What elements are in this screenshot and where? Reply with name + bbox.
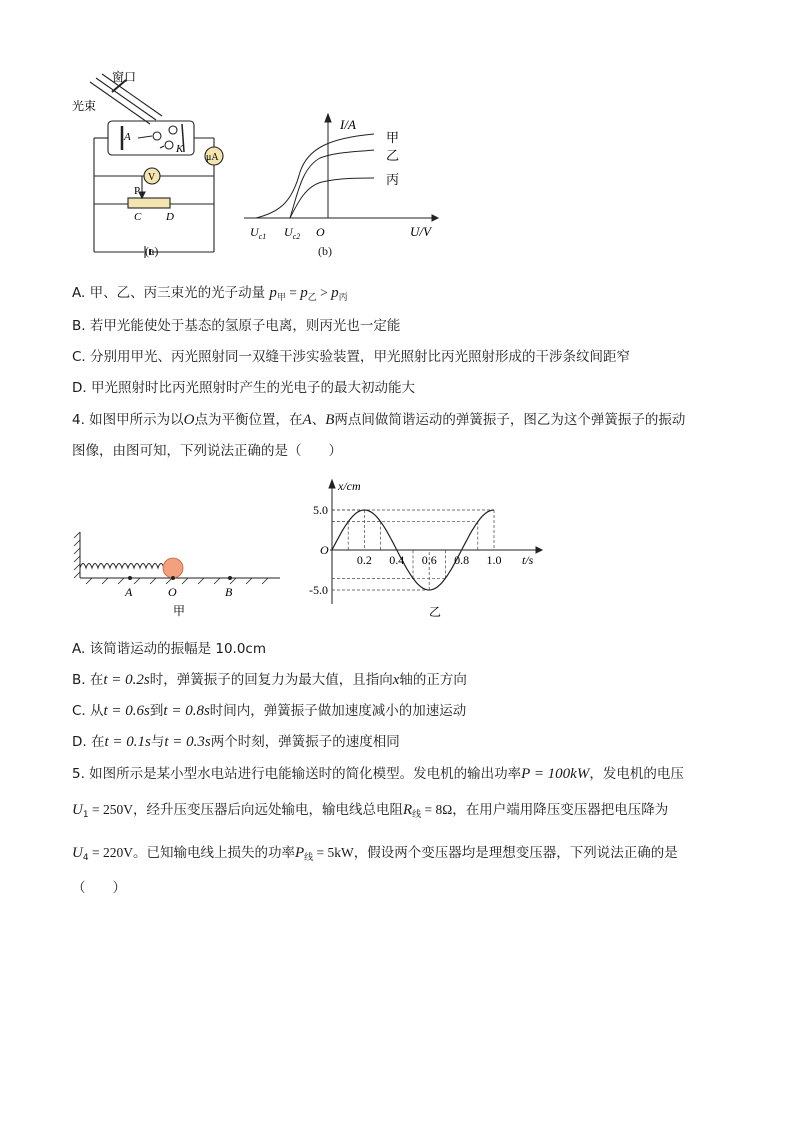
tick-uc2-sub: c2: [292, 232, 301, 241]
axis-symbol: x: [392, 672, 400, 688]
point-o: O: [183, 412, 195, 428]
q5-stem-line2: [72, 800, 668, 825]
voltage-symbol: U: [72, 802, 83, 818]
q4-option-d-text: 两个时刻，弹簧振子的速度相同: [210, 734, 400, 750]
q4-option-b-text: 轴的正方向: [399, 672, 467, 688]
caption-yi: 乙: [428, 605, 442, 619]
time-value: t = 0.3s: [164, 734, 211, 750]
equals-sign: =: [285, 285, 301, 300]
curve-label-bing: 丙: [386, 172, 400, 187]
q4-option-d-text: D. 在: [72, 734, 105, 750]
iu-curve-figure: [240, 112, 440, 244]
power-value: P = 100kW: [521, 766, 590, 782]
q4-stem-text: 点为平衡位置，在: [194, 412, 303, 428]
chart-origin: O: [320, 543, 329, 557]
q3-option-b: B. 若甲光能使处于基态的氢原子电离，则丙光也一定能: [72, 318, 401, 334]
greater-sign: >: [316, 285, 332, 300]
q4-option-a: A. 该简谐运动的振幅是 10.0cm: [72, 641, 267, 657]
beam-label: 光束: [72, 99, 97, 113]
separator: 、: [311, 412, 326, 428]
fig-point-o: O: [168, 585, 177, 599]
point-d-label: D: [166, 211, 174, 223]
chart-y-label: x/cm: [338, 479, 361, 493]
time-value: t = 0.1s: [104, 734, 151, 750]
q3-option-a: [72, 283, 348, 308]
voltage-symbol: U: [72, 845, 83, 861]
q4-option-c-text: 时间内，弹簧振子做加速度减小的加速运动: [209, 703, 467, 719]
power-value: = 5kW: [313, 845, 354, 860]
fig-point-b: B: [225, 585, 233, 599]
voltmeter-label: V: [148, 172, 156, 183]
q3-option-a-text: A. 甲、乙、丙三束光的光子动量: [72, 285, 266, 301]
tick-uc1: U: [250, 225, 259, 239]
microammeter-label: μA: [206, 152, 219, 163]
photoelectric-circuit-figure: [72, 66, 232, 262]
chart-x-tick: 0.8: [454, 553, 470, 567]
point-b: B: [325, 412, 335, 428]
momentum-symbol: p: [269, 285, 277, 301]
q4-stem-text: 4. 如图甲所示为以: [72, 412, 184, 428]
momentum-sub: 乙: [307, 293, 317, 303]
q5-stem-text: ，假设两个变压器均是理想变压器，下列说法正确的是: [353, 845, 678, 861]
chart-x-tick: 0.4: [389, 553, 405, 567]
xt-oscillation-chart: [300, 476, 550, 622]
q5-stem-text: ，在用户端用降压变压器把电压降为: [452, 802, 669, 818]
q4-option-c-text: 到: [149, 703, 164, 719]
caption-jia: 甲: [172, 604, 186, 618]
q4-option-d-text: 与: [150, 734, 165, 750]
q3-option-d: D. 甲光照射时比丙光照射时产生的光电子的最大初动能大: [72, 380, 415, 396]
q5-stem-text: 5. 如图所示是某小型水电站进行电能输送时的简化模型。发电机的输出功率: [72, 766, 522, 782]
voltage-value: = 220V: [88, 845, 133, 860]
q4-stem-line1: [72, 410, 685, 430]
q5-stem-text: ，经升压变压器后向远处输电，输电线总电阻: [132, 802, 403, 818]
curve-label-jia: 甲: [386, 130, 400, 145]
momentum-sub: 甲: [276, 293, 286, 303]
q4-option-b-text: 时，弹簧振子的回复力为最大值，且指向: [149, 672, 393, 688]
voltage-sub: 4: [82, 853, 89, 863]
q5-stem-text: 。已知输电线上损失的功率: [132, 845, 295, 861]
q4-option-b: [72, 670, 467, 690]
time-value: t = 0.6s: [103, 703, 150, 719]
q5-stem-text: ，发电机的电压: [589, 766, 684, 782]
q3-option-c: C. 分别用甲光、丙光照射同一双缝干涉实验装置，甲光照射比丙光照射形成的干涉条纹间距窄: [72, 349, 631, 365]
power-sub: 线: [304, 853, 314, 863]
point-c-label: C: [134, 211, 142, 223]
chart-x-tick: 1.0: [486, 553, 502, 567]
q4-stem-line2: 图像，由图可知，下列说法正确的是（ ）: [72, 443, 342, 459]
momentum-symbol: p: [300, 285, 308, 301]
chart-x-tick: 0.6: [421, 553, 437, 567]
point-a: A: [302, 412, 312, 428]
momentum-symbol: p: [331, 285, 339, 301]
q4-stem-text: 两点间做简谐运动的弹簧振子，图乙为这个弹簧振子的振动: [334, 412, 686, 428]
q5-stem-line4: （ ）: [72, 880, 126, 896]
x-axis-label: U/V: [410, 224, 431, 239]
q4-option-c: [72, 701, 466, 721]
q4-option-d: [72, 732, 400, 752]
caption-b: (b): [318, 244, 332, 258]
momentum-sub: 丙: [338, 293, 348, 303]
resistance-symbol: R: [402, 802, 413, 818]
chart-x-label: t/s: [522, 553, 534, 567]
voltage-sub: 1: [82, 810, 89, 820]
time-value: t = 0.8s: [163, 703, 210, 719]
origin-label: O: [316, 225, 325, 239]
q4-option-b-text: B. 在: [72, 672, 104, 688]
voltage-value: = 250V: [88, 802, 133, 817]
resistance-sub: 线: [412, 810, 422, 820]
y-axis-label: I/A: [340, 117, 356, 132]
slider-label: P: [134, 185, 141, 197]
chart-x-tick: 0.2: [356, 553, 372, 567]
q5-stem-line3: [72, 843, 678, 868]
tick-uc1-sub: c1: [258, 232, 267, 241]
tick-uc2: U: [284, 225, 293, 239]
resistance-value: = 8Ω: [421, 802, 453, 817]
q4-option-c-text: C. 从: [72, 703, 104, 719]
chart-y-tick: -5.0: [309, 583, 328, 597]
q5-stem-line1: [72, 764, 684, 784]
svg-text:Uc2: [284, 225, 300, 241]
curve-label-yi: 乙: [386, 148, 400, 163]
fig-point-a: A: [125, 585, 133, 599]
caption-a: (a): [145, 244, 159, 258]
cathode-label: K: [176, 143, 184, 155]
power-symbol: P: [294, 845, 305, 861]
spring-oscillator-figure: [72, 528, 286, 620]
chart-y-tick: 5.0: [313, 503, 328, 517]
svg-text:Uc1: [250, 225, 266, 241]
time-value: t = 0.2s: [103, 672, 150, 688]
window-label: 窗口: [112, 70, 137, 84]
anode-label: A: [124, 131, 131, 143]
